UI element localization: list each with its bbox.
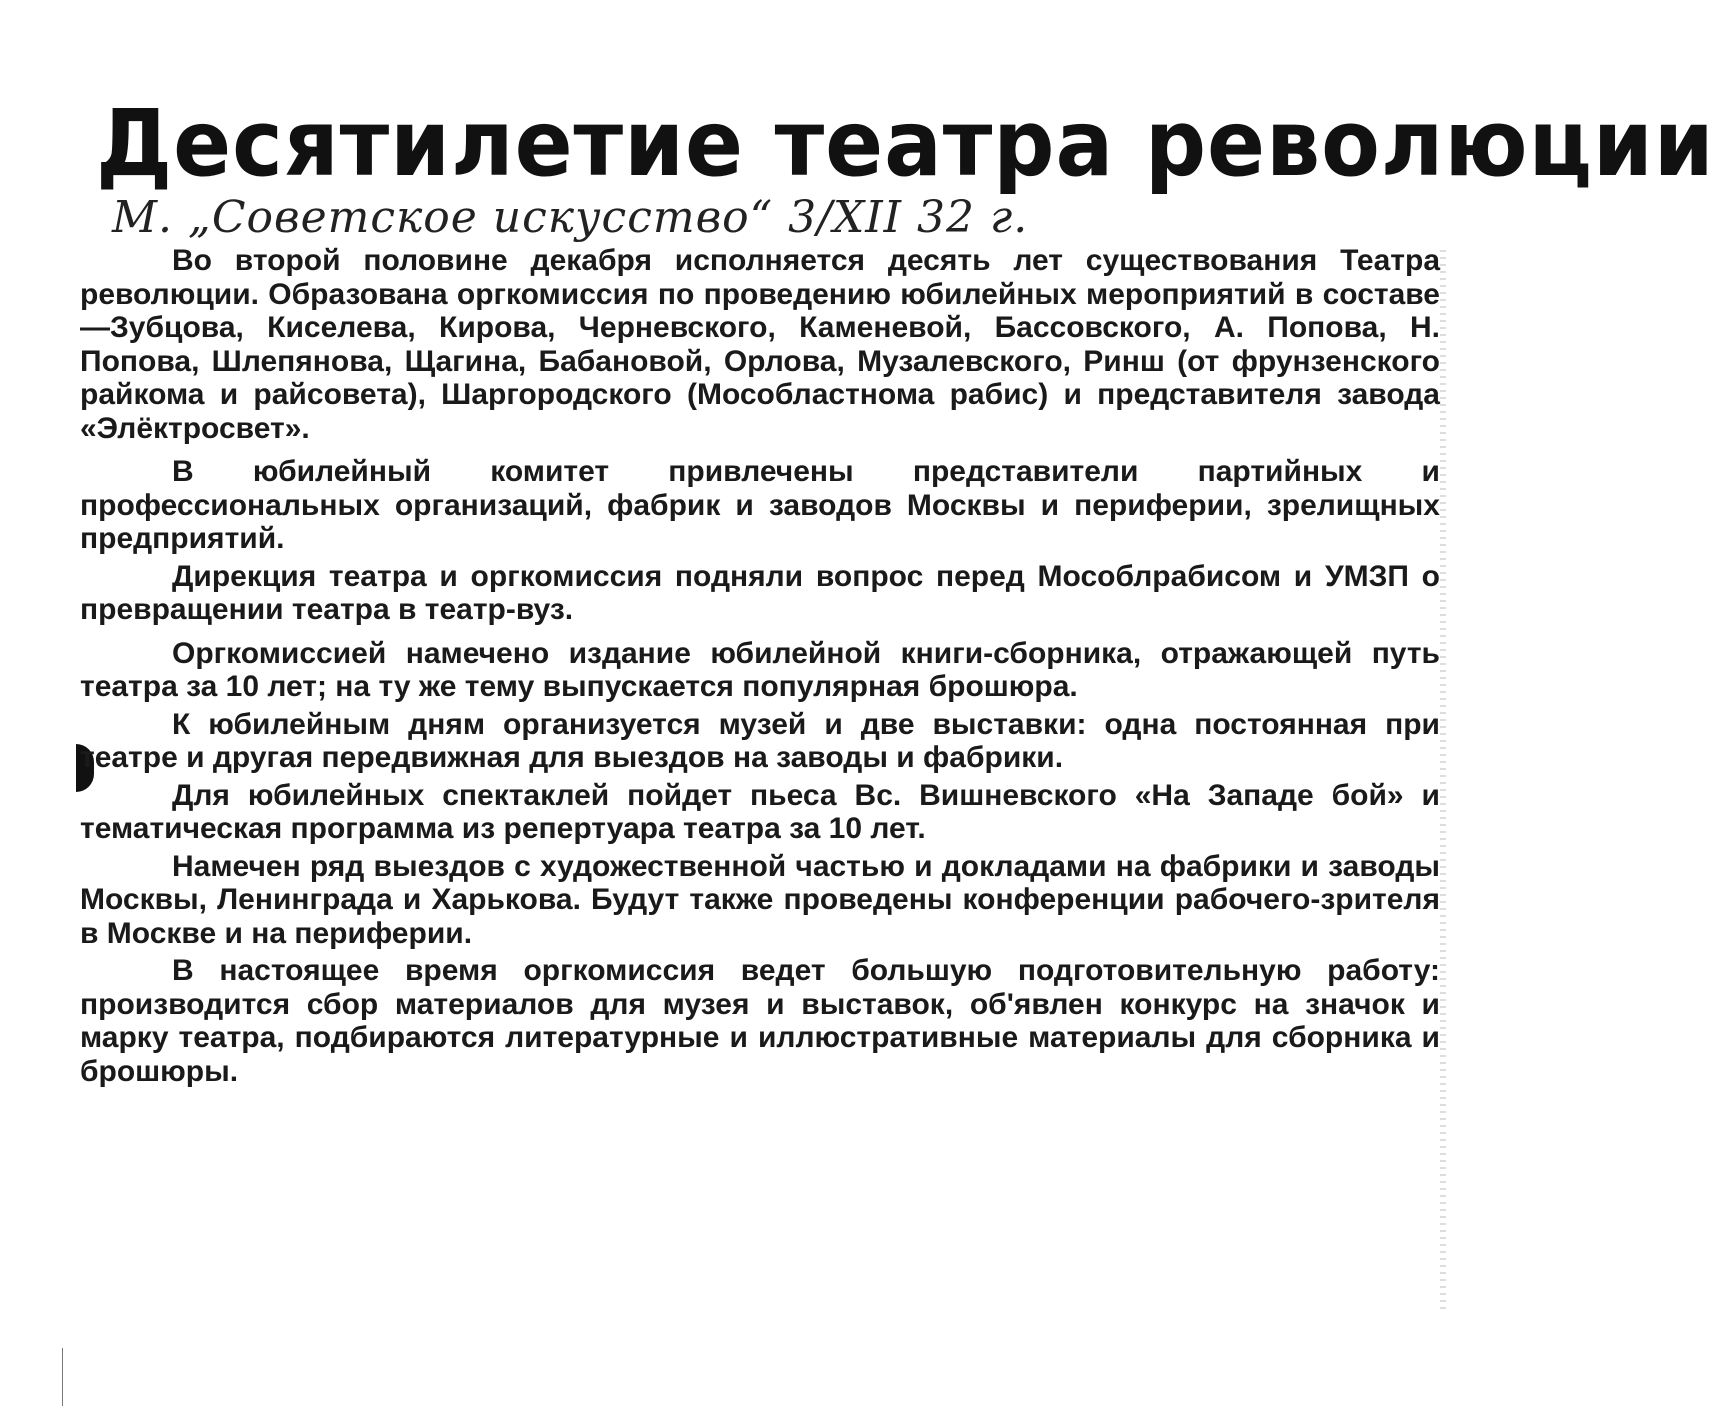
article-paragraph-6: Для юбилейных спектаклей пойдет пьеса Вс. Вишневского «На Западе бой» и тематическая программа из репертуара театра за 10 лет.: [80, 778, 1440, 845]
article-paragraph-8: В настоящее время оргкомиссия ведет большую подготовительную работу: производится сбор материалов для музея и выставок, об'явлен конкурс на значок и марку театра, подбираются литературные и иллюстративные материалы для сборника и брошюры.: [80, 954, 1440, 1088]
handwritten-source-note: М. „Советское искусство“ 3/XII 32 г.: [112, 192, 1029, 243]
article-paragraph-1: Во второй половине декабря исполняется десять лет существования Театра революции. Образована оргкомиссия по проведению юбилейных мероприятий в составе—Зубцова, Киселева, Кирова, Черневского, Каменевой, Бассовского, А. Попова, Н. Попова, Шлепянова, Щагина, Бабановой, Орлова, Музалевского, Ринш (от фрунзенского райкома и райсовета), Шаргородского (Мособластнома рабис) и представителя завода «Элёктросвет».: [80, 244, 1440, 445]
article-paragraph-4: Оргкомиссией намечено издание юбилейной книги-сборника, отражающей путь театра за 10 лет; на ту же тему выпускается популярная брошюра.: [80, 636, 1440, 703]
article-paragraph-2: В юбилейный комитет привлечены представители партийных и профессиональных организаций, фабрик и заводов Москвы и периферии, зрелищных предприятий.: [80, 455, 1440, 555]
article-paragraph-5: К юбилейным дням организуется музей и две выставки: одна постоянная при театре и другая передвижная для выездов на заводы и фабрики.: [80, 707, 1440, 774]
scan-edge-line: [62, 1348, 63, 1406]
article-title: Десятилетие театра революции: [96, 90, 1715, 197]
article-body: [80, 244, 1440, 1098]
article-paragraph-3: Дирекция театра и оргкомиссия подняли вопрос перед Мособлрабисом и УМЗП о превращении театра в театр-вуз.: [80, 559, 1440, 626]
article-paragraph-7: Намечен ряд выездов с художественной частью и докладами на фабрики и заводы Москвы, Ленинграда и Харькова. Будут также проведены конференции рабочего-зрителя в Москве и на периферии.: [80, 849, 1440, 950]
scan-edge-noise: [1440, 250, 1446, 1310]
